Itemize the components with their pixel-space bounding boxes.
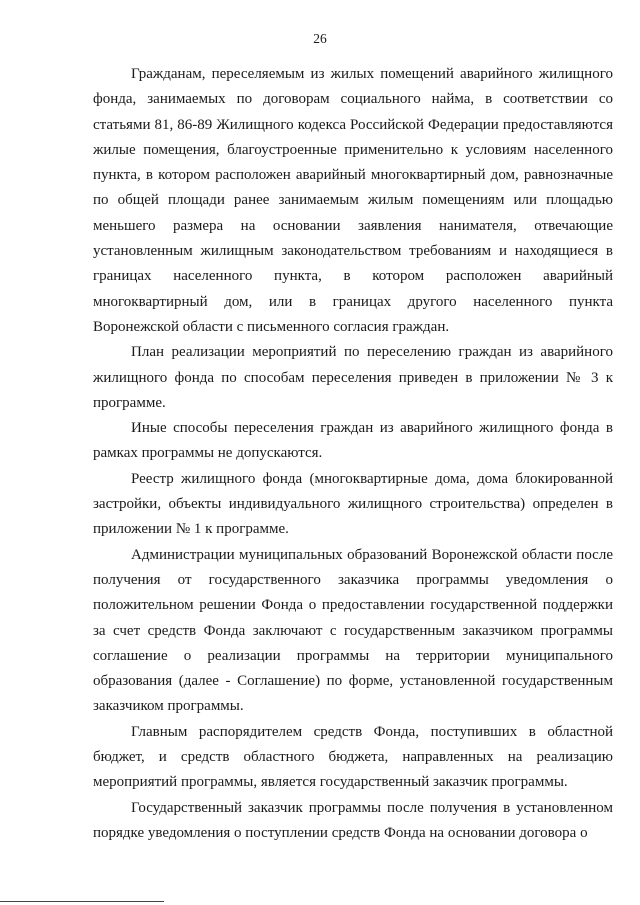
footer-rule [0, 901, 164, 902]
paragraph: Администрации муниципальных образований Воронежской области после получения от государственного заказчика программы уведомления о положительном решении Фонда о предоставлении государственной поддержки за счет средств Фонда заключают с государственным заказчиком программы соглашение о реализации программы на территории муниципального образования (далее - Соглашение) по форме, установленной государственным заказчиком программы. [93, 546, 613, 715]
body-text [93, 62, 613, 846]
paragraph: План реализации мероприятий по переселению граждан из аварийного жилищного фонда по способам переселения приведен в приложении № 3 к программе. [93, 344, 613, 411]
paragraph: Реестр жилищного фонда (многоквартирные дома, дома блокированной застройки, объекты индивидуального жилищного строительства) определен в приложении № 1 к программе. [93, 470, 613, 538]
paragraph: Главным распорядителем средств Фонда, поступивших в областной бюджет, и средств областного бюджета, направленных на реализацию мероприятий программы, является государственный заказчик программы. [93, 723, 613, 791]
paragraph: Иные способы переселения граждан из аварийного жилищного фонда в рамках программы не допускаются. [93, 420, 613, 462]
paragraph: Гражданам, переселяемым из жилых помещений аварийного жилищного фонда, занимаемых по договорам социального найма, в соответствии со статьями 81, 86-89 Жилищного кодекса Российской Федерации предоставляются жилые помещения, благоустроенные применительно к условиям населенного пункта, в котором расположен аварийный многоквартирный дом, равнозначные по общей площади ранее занимаемым жилым помещениям или площадью меньшего размера на основании заявления нанимателя, отвечающие установленным жилищным законодательством требованиям и находящиеся в границах населенного пункта, в котором расположен аварийный многоквартирный дом, или в границах другого населенного пункта Воронежской области с письменного согласия граждан. [93, 66, 613, 335]
paragraph: Государственный заказчик программы после получения в установленном порядке уведомления о поступлении средств Фонда на основании договора о [93, 799, 613, 841]
page-number: 26 [313, 31, 327, 46]
